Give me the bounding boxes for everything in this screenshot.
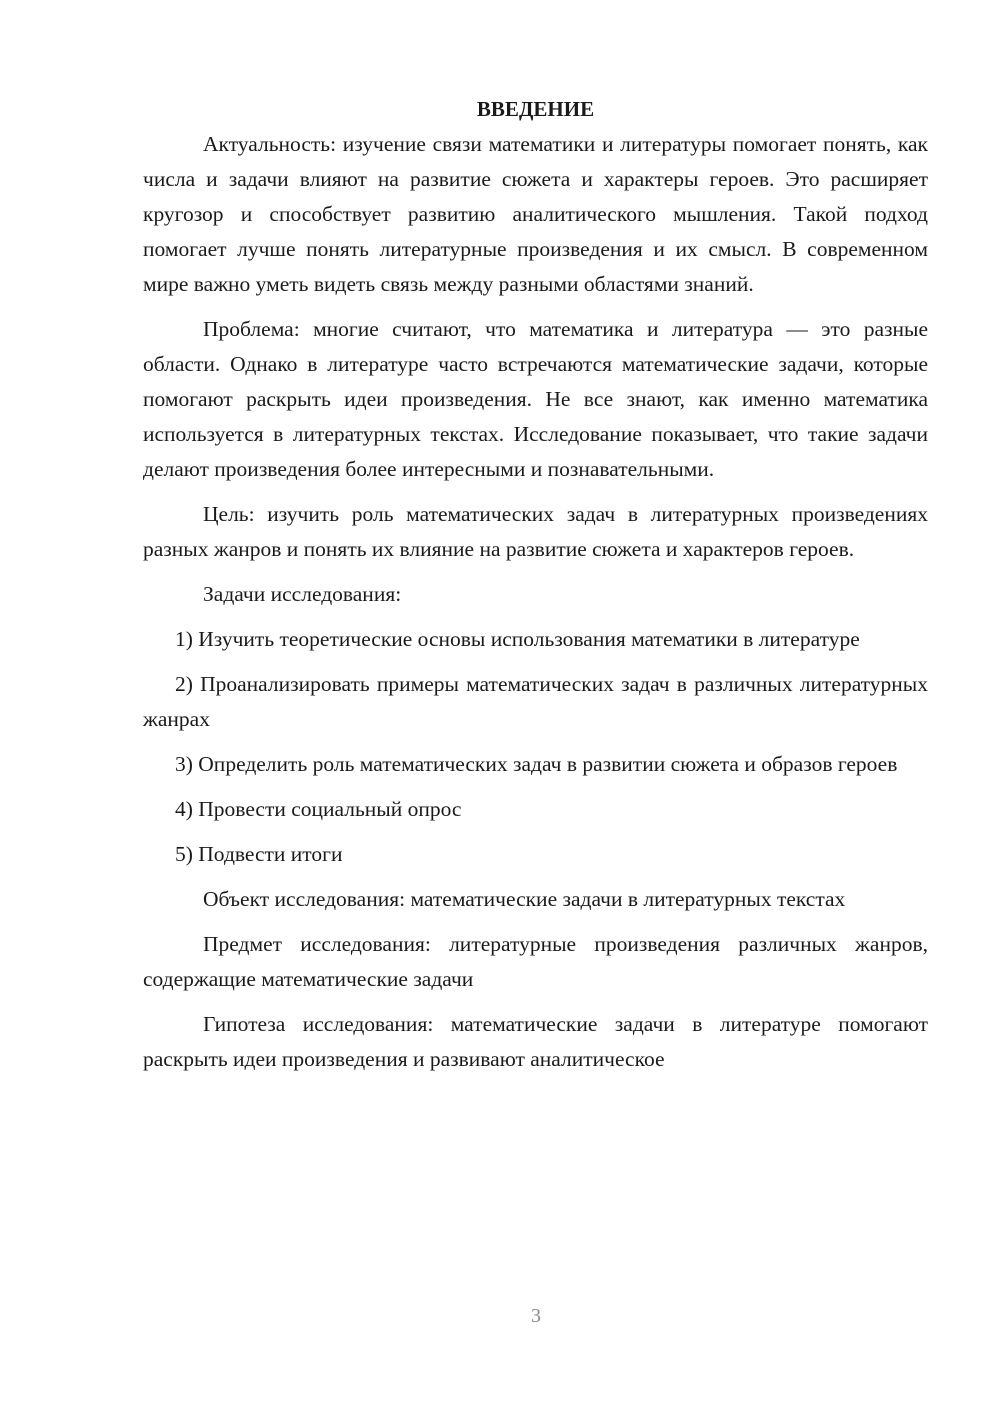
- paragraph-object: Объект исследования: математические задачи в литературных текстах: [203, 887, 846, 911]
- page-content: [143, 92, 928, 1087]
- task-item-1: 1) Изучить теоретические основы использования математики в литературе: [175, 627, 860, 651]
- page-number: 3: [531, 1305, 541, 1327]
- paragraph-relevance: Актуальность: изучение связи математики и литературы помогает понять, как числа и задачи влияют на развитие сюжета и характеры героев. Это расширяет кругозор и способствует развитию аналитического мышления. Такой подход помогает лучше понять литературные произведения и их смысл. В современном мире важно уметь видеть связь между разными областями знаний.: [143, 132, 928, 296]
- paragraph-goal: Цель: изучить роль математических задач в литературных произведениях разных жанров и понять их влияние на развитие сюжета и характеров героев.: [143, 502, 928, 561]
- section-title: ВВЕДЕНИЕ: [476, 97, 595, 121]
- paragraph-problem: Проблема: многие считают, что математика и литература — это разные области. Однако в литературе часто встречаются математические задачи, которые помогают раскрыть идеи произведения. Не все знают, как именно математика используется в литературных текстах. Исследование показывает, что такие задачи делают произведения более интересными и познавательными.: [143, 317, 928, 481]
- task-item-4: 4) Провести социальный опрос: [175, 797, 462, 821]
- task-item-2: 2) Проанализировать примеры математических задач в различных литературных жанрах: [143, 672, 928, 731]
- task-item-3: 3) Определить роль математических задач в развитии сюжета и образов героев: [175, 752, 898, 776]
- task-item-5: 5) Подвести итоги: [175, 842, 343, 866]
- paragraph-hypothesis: Гипотеза исследования: математические задачи в литературе помогают раскрыть идеи произведения и развивают аналитическое: [143, 1012, 928, 1071]
- paragraph-subject: Предмет исследования: литературные произведения различных жанров, содержащие математические задачи: [143, 932, 928, 991]
- tasks-heading: Задачи исследования:: [203, 582, 402, 606]
